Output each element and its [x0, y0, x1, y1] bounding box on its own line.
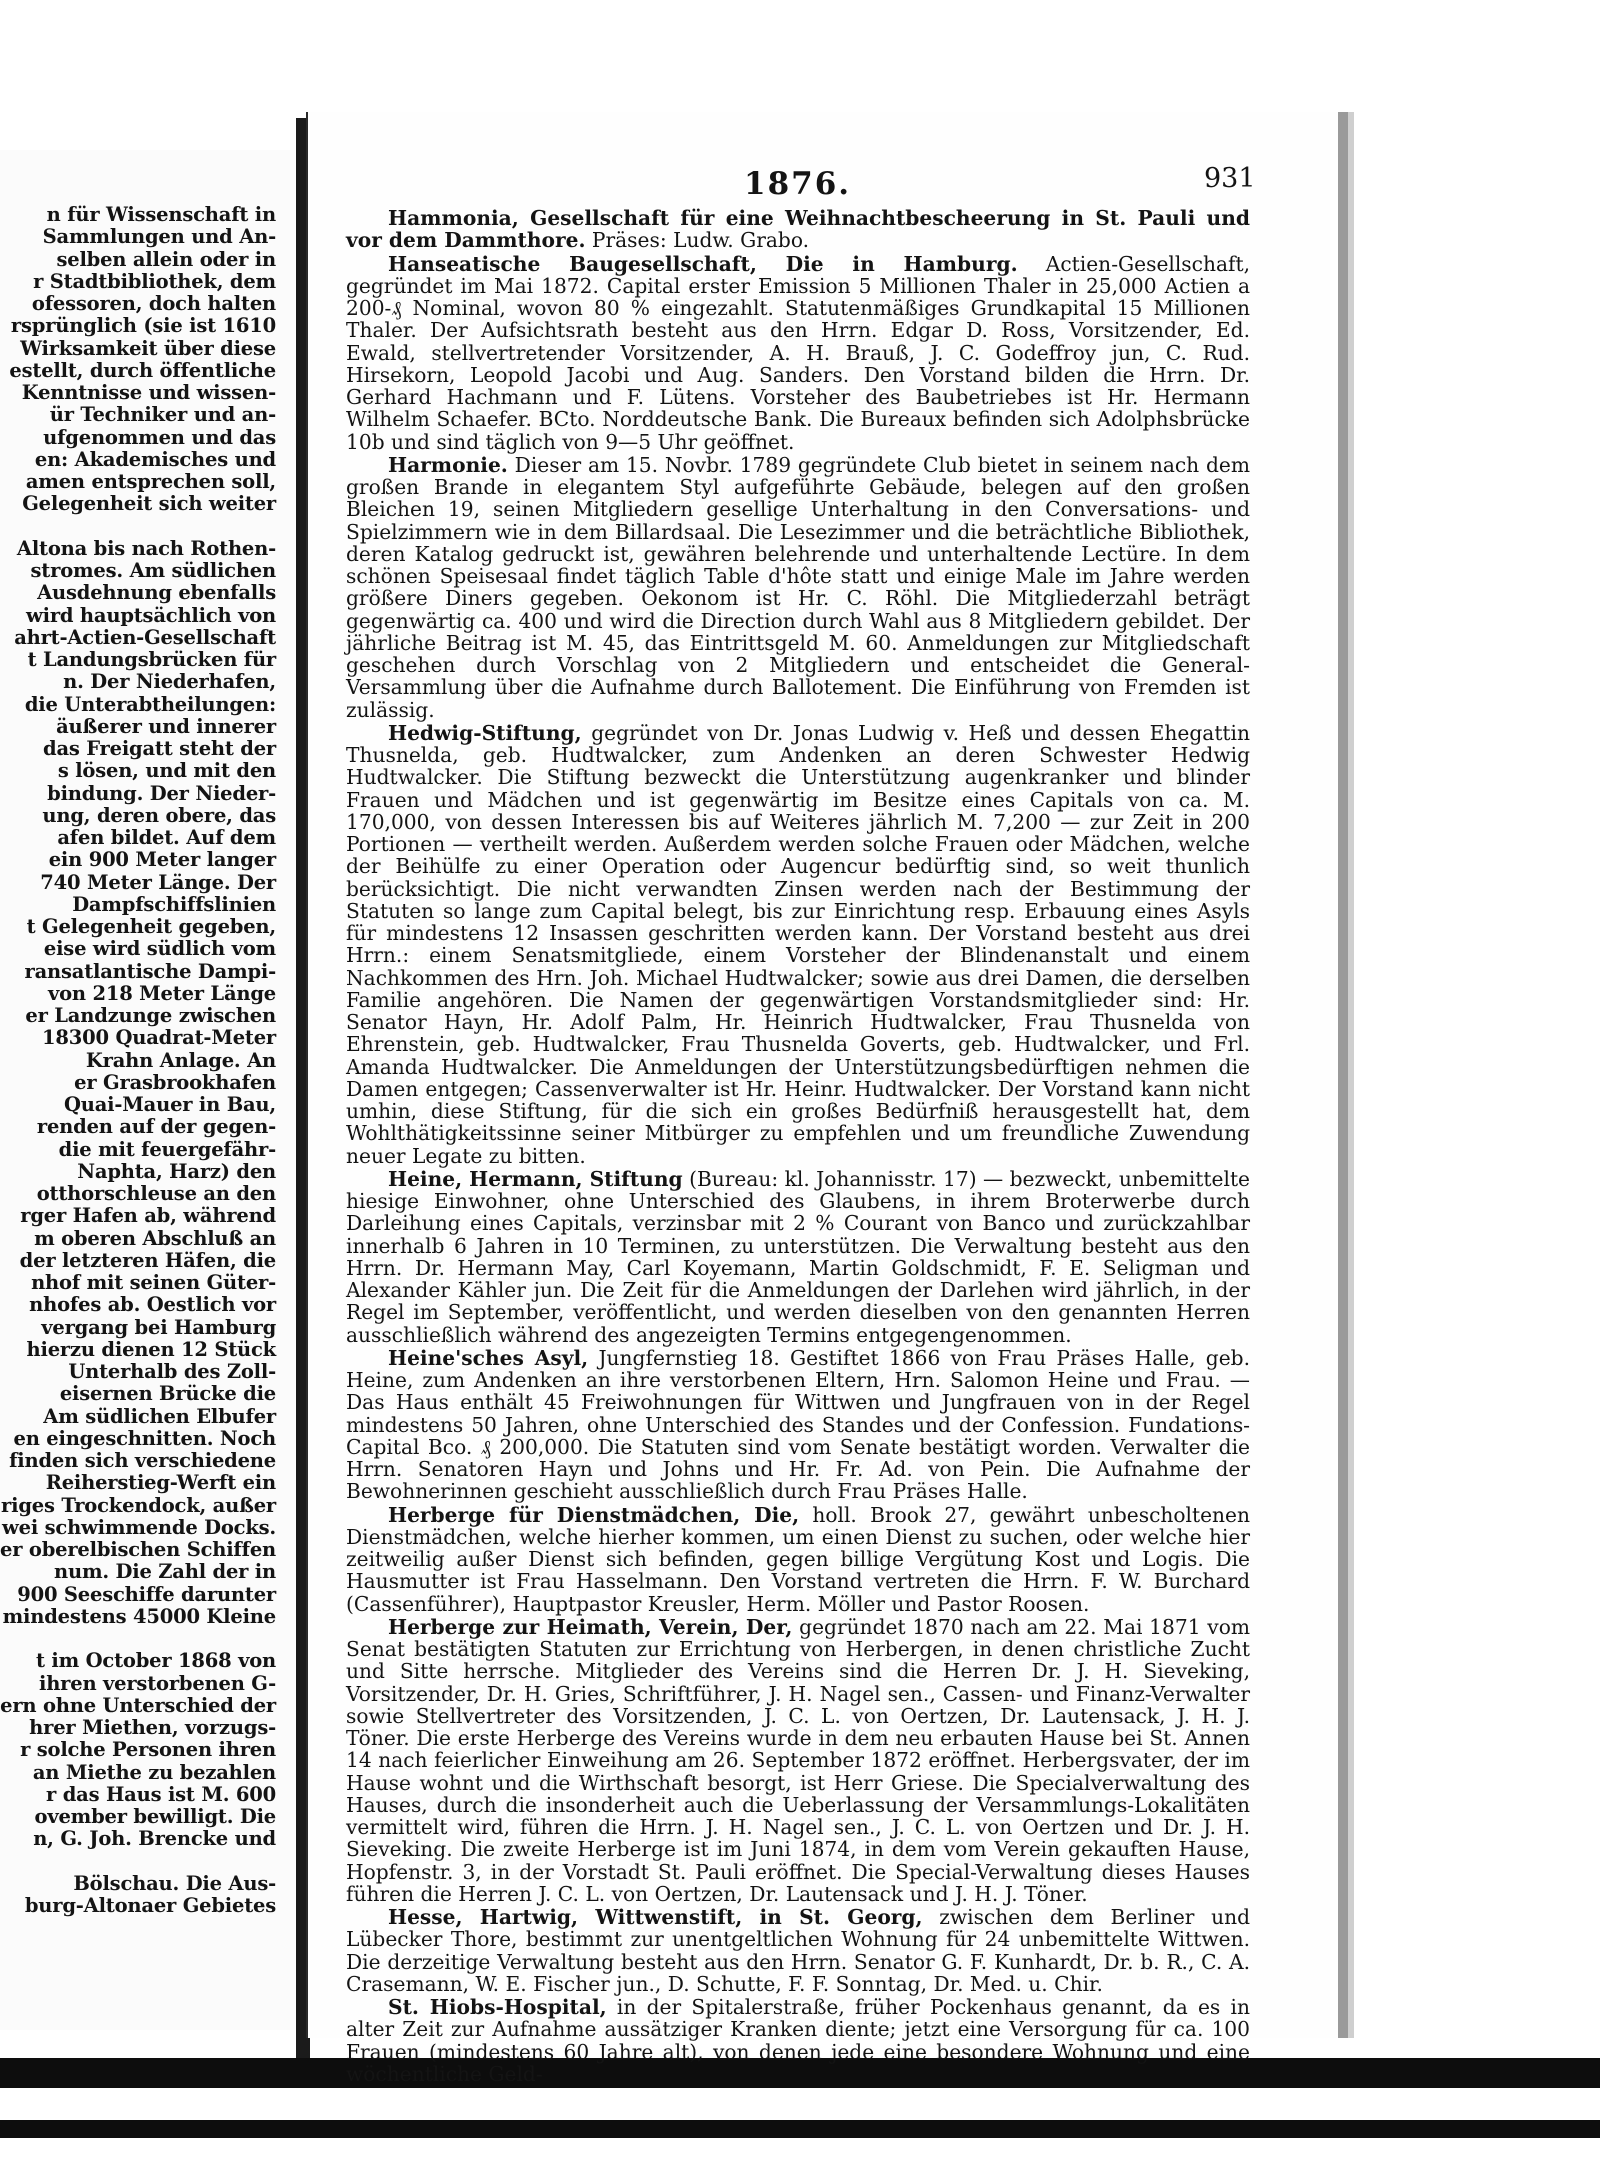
- entry-text: Präses: Ludw. Grabo.: [585, 228, 810, 253]
- previous-page-line: Unterhalb des Zoll-: [68, 1360, 276, 1383]
- previous-page-line: von 218 Meter Länge: [47, 981, 276, 1005]
- page-edge: [1338, 112, 1348, 2038]
- previous-page-line: Wirksamkeit über diese: [20, 336, 276, 360]
- previous-page-line: r das Haus ist M. 600: [46, 1782, 276, 1806]
- previous-page-line: en eingeschnitten. Noch: [13, 1426, 276, 1450]
- entry-text: gegründet 1870 nach am 22. Mai 1871 vom Senat bestätigten Statuten zur Errichtung von Herbergen, in denen christliche Zucht und Sitte herrsche. Mitglieder des Vereins sind die Herren Dr. J. H. Sieveking, Vorsitzender, Dr. H. Gries, Schriftführer, J. H. Nagel sen., Cassen- und Finanz-Verwalter sowie Stellvertreter des Vorsitzenden, J. C. L. von Oertzen, Dr. Lautensack, J. H. J. Töner. Die erste Herberge des Vereins wurde in dem neu erbauten Hause bei St. Annen 14 nach feierlicher Einweihung am 26. September 1872 eröffnet. Herbergsvater, der im Hause wohnt und die Wirthschaft besorgt, ist Herr Griese. Die Specialverwaltung des Hauses, durch die insonderheit auch die Ueberlassung der Versammlungs-Lokalitäten vermittelt wird, führen die Hrrn. J. H. Nagel sen., J. C. L. von Oertzen und Dr. J. H. Sieveking. Die zweite Herberge ist im Juni 1874, in dem vom Verein gekauften Hause, Hopfenstr. 3, in der Vorstadt St. Pauli eröffnet. Die Special-Verwaltung dieses Hauses führen die Herren J. C. L. von Oertzen, Dr. Lautensack und J. H. J. Töner.: [346, 1614, 1250, 1906]
- directory-entry: [346, 253, 1250, 453]
- entry-text: (Bureau: kl. Johannisstr. 17) — bezweckt, unbemittelte hiesige Einwohner, ohne Unterschied des Glaubens, in ihrem Broterwerbe durch Darleihung eines Capitals, verzinsbar mit 2 % Courant von Banco und zurückzahlbar innerhalb 6 Jahren in 10 Terminen, zu unterstützen. Die Verwaltung besteht aus den Hrrn. Dr. Hermann May, Carl Koyemann, Martin Goldschmidt, F. E. Seligman und Alexander Kähler jun. Die Zeit für die Anmeldungen der Darlehen wird jährlich, in der Regel im September, veröffentlicht, und werden dieselben von den genannten Herren ausschließlich während des angezeigten Termins entgegengenommen.: [346, 1166, 1250, 1347]
- previous-page-line: selben allein oder in: [56, 247, 276, 271]
- previous-page-line: der letzteren Häfen, die: [19, 1248, 276, 1272]
- previous-page-line: ür Techniker und an-: [49, 403, 276, 427]
- page-heading-year: 1876.: [744, 166, 852, 202]
- previous-page-line: Sammlungen und An-: [42, 225, 276, 249]
- entry-heading: Hanseatische Baugesellschaft, Die in Hamburg.: [388, 251, 1018, 276]
- previous-page-line: bindung. Der Nieder-: [47, 781, 276, 805]
- page-edge-inner: [1348, 112, 1354, 2038]
- previous-page-line: Gelegenheit sich weiter: [22, 492, 276, 516]
- previous-page-line: t im October 1868 von: [36, 1649, 276, 1673]
- previous-page-line: t Gelegenheit gegeben,: [26, 915, 276, 938]
- previous-page-line: ern ohne Unterschied der: [0, 1693, 276, 1717]
- previous-page-line: 740 Meter Länge. Der: [40, 870, 276, 894]
- previous-page-line: r Stadtbibliothek, dem: [33, 269, 276, 293]
- previous-page-line: hierzu dienen 12 Stück: [26, 1337, 276, 1361]
- previous-page-line: er Landzunge zwischen: [25, 1004, 276, 1027]
- scan-border-bottom-2: [0, 2120, 1600, 2138]
- previous-page-line: estellt, durch öffentliche: [9, 358, 276, 382]
- previous-page-line: Naphta, Harz) den: [77, 1159, 276, 1183]
- previous-page-line: afen bildet. Auf dem: [57, 826, 276, 849]
- directory-entry: [346, 1906, 1250, 1995]
- entry-heading: St. Hiobs-Hospital,: [388, 1995, 607, 2019]
- previous-page-line: Bölschau. Die Aus-: [73, 1871, 276, 1895]
- entry-text: in der Spitalerstraße, früher Pockenhaus genannt, da es in alter Zeit zur Aufnahme aussätziger Kranken diente; jetzt eine Versorgung für ca. 100 Frauen (mindestens 60 Jahre alt), von denen jede eine besondere Wohnung und eine wöchentliche Geld-: [346, 1995, 1250, 2086]
- previous-page-line: rger Hafen ab, während: [20, 1204, 276, 1228]
- previous-page-line: eisernen Brücke die: [59, 1382, 276, 1406]
- previous-page-line: ahrt-Actien-Gesellschaft: [14, 625, 276, 649]
- previous-page-line: s lösen, und mit den: [57, 759, 276, 783]
- previous-page-line: 18300 Quadrat-Meter: [42, 1026, 276, 1050]
- previous-page-line: hrer Miethen, vorzugs-: [29, 1716, 276, 1739]
- entry-text: zwischen dem Berliner und Lübecker Thore, bestimmt zur unentgeltlichen Wohnung für 24 unbemittelte Wittwen. Die derzeitige Verwaltung besteht aus den Hrrn. Senator G. F. Kunhardt, Dr. b. R., C. A. Crasemann, W. E. Fischer jun., D. Schutte, F. F. Sonntag, Dr. Med. u. Chir.: [346, 1905, 1250, 1996]
- previous-page-line: nhofes ab. Oestlich vor: [29, 1293, 276, 1317]
- previous-page-line: riges Trockendock, außer: [1, 1493, 276, 1517]
- entry-text: holl. Brook 27, gewährt unbescholtenen Dienstmädchen, welche hierher kommen, um einen Dienst zu suchen, oder welche hier zeitweilig außer Dienst sich befinden, gegen billige Vergütung Kost und Logis. Die Hausmutter ist Frau Hasselmann. Den Vorstand vertreten die Hrrn. F. W. Burchard (Cassenführer), Hauptpastor Kreusler, Herm. Möller und Pastor Roosen.: [346, 1502, 1251, 1616]
- entry-heading: Herberge zur Heimath, Verein, Der,: [388, 1614, 793, 1639]
- directory-entry: [346, 722, 1250, 1167]
- previous-page-line: burg-Altonaer Gebietes: [24, 1894, 276, 1917]
- page-number: 931: [1204, 163, 1256, 194]
- previous-page-line: das Freigatt steht der: [43, 737, 276, 760]
- previous-page-line: nhof mit seinen Güter-: [31, 1271, 276, 1294]
- directory-entry: [346, 1504, 1250, 1615]
- entry-heading: Heine'sches Asyl,: [388, 1345, 589, 1370]
- previous-page-line: amen entsprechen soll,: [25, 470, 276, 493]
- previous-page-line: ung, deren obere, das: [42, 803, 276, 827]
- previous-page-line: finden sich verschiedene: [9, 1449, 276, 1472]
- previous-page-line: an Miethe zu bezahlen: [32, 1760, 276, 1784]
- previous-page-line: n. Der Niederhafen,: [63, 670, 276, 694]
- directory-entry: [346, 1996, 1250, 2085]
- previous-page-line: ovember bewilligt. Die: [34, 1805, 276, 1828]
- previous-page-line: ofessoren, doch halten: [31, 292, 276, 315]
- previous-page-line: eise wird südlich vom: [43, 937, 276, 961]
- entry-heading: Hedwig-Stiftung,: [388, 720, 582, 745]
- previous-page-line: Quai-Mauer in Bau,: [63, 1093, 276, 1116]
- entry-heading: Herberge für Dienstmädchen, Die,: [388, 1502, 800, 1527]
- previous-page-line: ihren verstorbenen G-: [38, 1671, 276, 1695]
- directory-entry: [346, 1347, 1250, 1503]
- page-body: [346, 207, 1250, 2086]
- previous-page-line: ransatlantische Dampi-: [24, 959, 276, 983]
- previous-page-line: die mit feuergefähr-: [58, 1137, 276, 1161]
- previous-page-line: m oberen Abschluß an: [34, 1226, 276, 1250]
- previous-page-line: stromes. Am südlichen: [30, 559, 276, 582]
- entry-text: gegründet von Dr. Jonas Ludwig v. Heß und dessen Ehegattin Thusnelda, geb. Hudtwalcker, zum Andenken an deren Schwester Hedwig Hudtwalcker. Die Stiftung bezweckt die Unterstützung augenkranker und blinder Frauen und Mädchen und ist gegenwärtig im Besitze eines Capitals von ca. M. 170,000, von dessen Interessen bis auf Weiteres jährlich M. 7,200 — zur Zeit in 200 Portionen — vertheilt werden. Außerdem werden solche Frauen oder Mädchen, welche der Beihülfe zu einer Operation oder Augencur bedürftig sind, so weit thunlich berücksichtigt. Die nicht verwandten Zinsen werden nach der Bestimmung der Statuten so lange zum Capital belegt, bis zur Einrichtung resp. Erbauung eines Asyls für mindestens 12 Insassen geschritten werden kann. Der Vorstand besteht aus drei Hrrn.: einem Senatsmitgliede, einem Vorsteher der Blindenanstalt und einem Nachkommen des Hrn. Joh. Michael Hudtwalcker; sowie aus drei Damen, die derselben Familie angehören. Die Namen der gegenwärtigen Vorstandsmitglieder sind: Hr. Senator Hayn, Hr. Adolf Palm, Hr. Heinrich Hudtwalcker, Frau Thusnelda von Ehrenstein, geb. Hudtwalcker, Frau Thusnelda Goverts, geb. Hudtwalcker, und Frl. Amanda Hudtwalcker. Die Anmeldungen der Unterstützungsbedürftigen nehmen die Damen entgegen; Cassenverwalter ist Hr. Heinr. Hudtwalcker. Der Vorstand kann nicht umhin, diese Stiftung, für die sich ein großes Bedürfniß herausgestellt hat, dem Wohlthätigkeitssinne seiner Mitbürger zu empfehlen und um freundliche Zuwendung neuer Legate zu bitten.: [346, 720, 1250, 1168]
- previous-page-line: er oberelbischen Schiffen: [0, 1538, 276, 1561]
- previous-page-line: rsprünglich (sie ist 1610: [10, 314, 276, 338]
- previous-page-line: 900 Seeschiffe darunter: [17, 1582, 276, 1606]
- previous-page-line: n, G. Joh. Brencke und: [33, 1827, 276, 1851]
- directory-entry: [346, 207, 1250, 252]
- previous-page-line: er Grasbrookhafen: [74, 1070, 276, 1094]
- previous-page-line: t Landungsbrücken für: [27, 648, 276, 671]
- entry-heading: Harmonie.: [388, 452, 508, 477]
- entry-text: Actien-Gesellschaft, gegründet im Mai 1872. Capital erster Emission 5 Millionen Thaler in 25,000 Actien a 200-₰ Nominal, wovon 80 % eingezahlt. Statutenmäßiges Grundkapital 15 Millionen Thaler. Der Aufsichtsrath besteht aus den Hrrn. Edgar D. Ross, Vorsitzender, Ed. Ewald, stellvertretender Vorsitzender, A. H. Brauß, J. C. Godeffroy jun, C. Rud. Hirsekorn, Leopold Jacobi und Aug. Sanders. Den Vorstand bilden die Hrrn. Dr. Gerhard Hachmann und F. Lütens. Vorsteher des Baubetriebes ist Hr. Hermann Wilhelm Schaefer. BCto. Norddeutsche Bank. Die Bureaux befinden sich Adolphsbrücke 10b und sind täglich von 9—5 Uhr geöffnet.: [346, 251, 1251, 454]
- previous-page-line: die Unterabtheilungen:: [24, 692, 276, 716]
- directory-entry: [346, 1616, 1250, 1905]
- previous-page-line: vergang bei Hamburg: [41, 1315, 276, 1339]
- previous-page-line: r solche Personen ihren: [20, 1738, 276, 1762]
- previous-page-line: ein 900 Meter langer: [48, 848, 276, 872]
- directory-entry: [346, 1168, 1250, 1346]
- previous-page-line: en: Akademisches und: [34, 447, 276, 471]
- previous-page-line: Am südlichen Elbufer: [43, 1404, 276, 1428]
- previous-page-line: Altona bis nach Rothen-: [16, 536, 276, 560]
- previous-page-line: mindestens 45000 Kleine: [2, 1604, 276, 1628]
- previous-page-line: n für Wissenschaft in: [46, 203, 276, 226]
- previous-page-line: renden auf der gegen-: [36, 1115, 276, 1139]
- previous-page-line: Ausdehnung ebenfalls: [37, 581, 276, 605]
- entry-heading: Heine, Hermann, Stiftung: [388, 1166, 683, 1191]
- entry-heading: Hammonia, Gesellschaft für eine Weihnachtbescheerung in St. Pauli und vor dem Dammthore.: [346, 206, 1250, 253]
- entry-heading: Hesse, Hartwig, Wittwenstift, in St. Georg,: [388, 1905, 923, 1929]
- previous-page-line: wei schwimmende Docks.: [2, 1515, 276, 1539]
- entry-text: Dieser am 15. Novbr. 1789 gegründete Club bietet in seinem nach dem großen Brande in elegantem Styl aufgeführte Gebäude, belegen auf den großen Bleichen 19, seinen Mitgliedern gesellige Unterhaltung in den Conversations- und Spielzimmern wie in dem Billardsaal. Die Lesezimmer und die beträchtliche Bibliothek, deren Katalog gedruckt ist, gewähren belehrende und unterhaltende Lectüre. In dem schönen Speisesaal findet täglich Table d'hôte statt und einige Male im Jahre werden größere Diners gegeben. Oekonom ist Hr. C. Röhl. Die Mitgliederzahl beträgt gegenwärtig ca. 400 und wird die Direction durch Wahl aus 8 Mitgliedern gebildet. Der jährliche Beitrag ist M. 45, das Eintrittsgeld M. 60. Anmeldungen zur Mitgliedschaft geschehen durch Vorschlag von 2 Mitgliedern und entscheidet die General-Versammlung über die Aufnahme durch Ballotement. Die Einführung von Fremden ist zulässig.: [346, 452, 1250, 722]
- previous-page-line: Krahn Anlage. An: [85, 1048, 276, 1072]
- previous-page-line: otthorschleuse an den: [36, 1182, 276, 1205]
- previous-page-line: num. Die Zahl der in: [53, 1560, 276, 1584]
- previous-page-line: Kenntnisse und wissen-: [21, 381, 276, 404]
- previous-page-fragment: [0, 150, 290, 2030]
- previous-page-line: wird hauptsächlich von: [26, 603, 276, 627]
- directory-entry: [346, 454, 1250, 721]
- previous-page-line: äußerer und innerer: [56, 714, 276, 738]
- previous-page-line: ufgenommen und das: [43, 425, 276, 449]
- entry-text: Jungfernstieg 18. Gestiftet 1866 von Frau Präses Halle, geb. Heine, zum Andenken an ihre verstorbenen Eltern, Hrn. Salomon Heine und Frau. — Das Haus enthält 45 Freiwohnungen für Wittwen und Jungfrauen von in der Regel mindestens 50 Jahren, ohne Unterschied des Standes und der Confession. Fundations-Capital Bco. ₰ 200,000. Die Statuten sind vom Senate bestätigt worden. Verwalter die Hrrn. Senatoren Hayn und Johns und Hr. Fr. Ad. von Pein. Die Aufnahme der Bewohnerinnen geschieht ausschließlich durch Frau Präses Halle.: [346, 1345, 1250, 1504]
- previous-page-line: Dampfschiffslinien: [72, 892, 276, 916]
- previous-page-line: Reiherstieg-Werft ein: [45, 1471, 276, 1495]
